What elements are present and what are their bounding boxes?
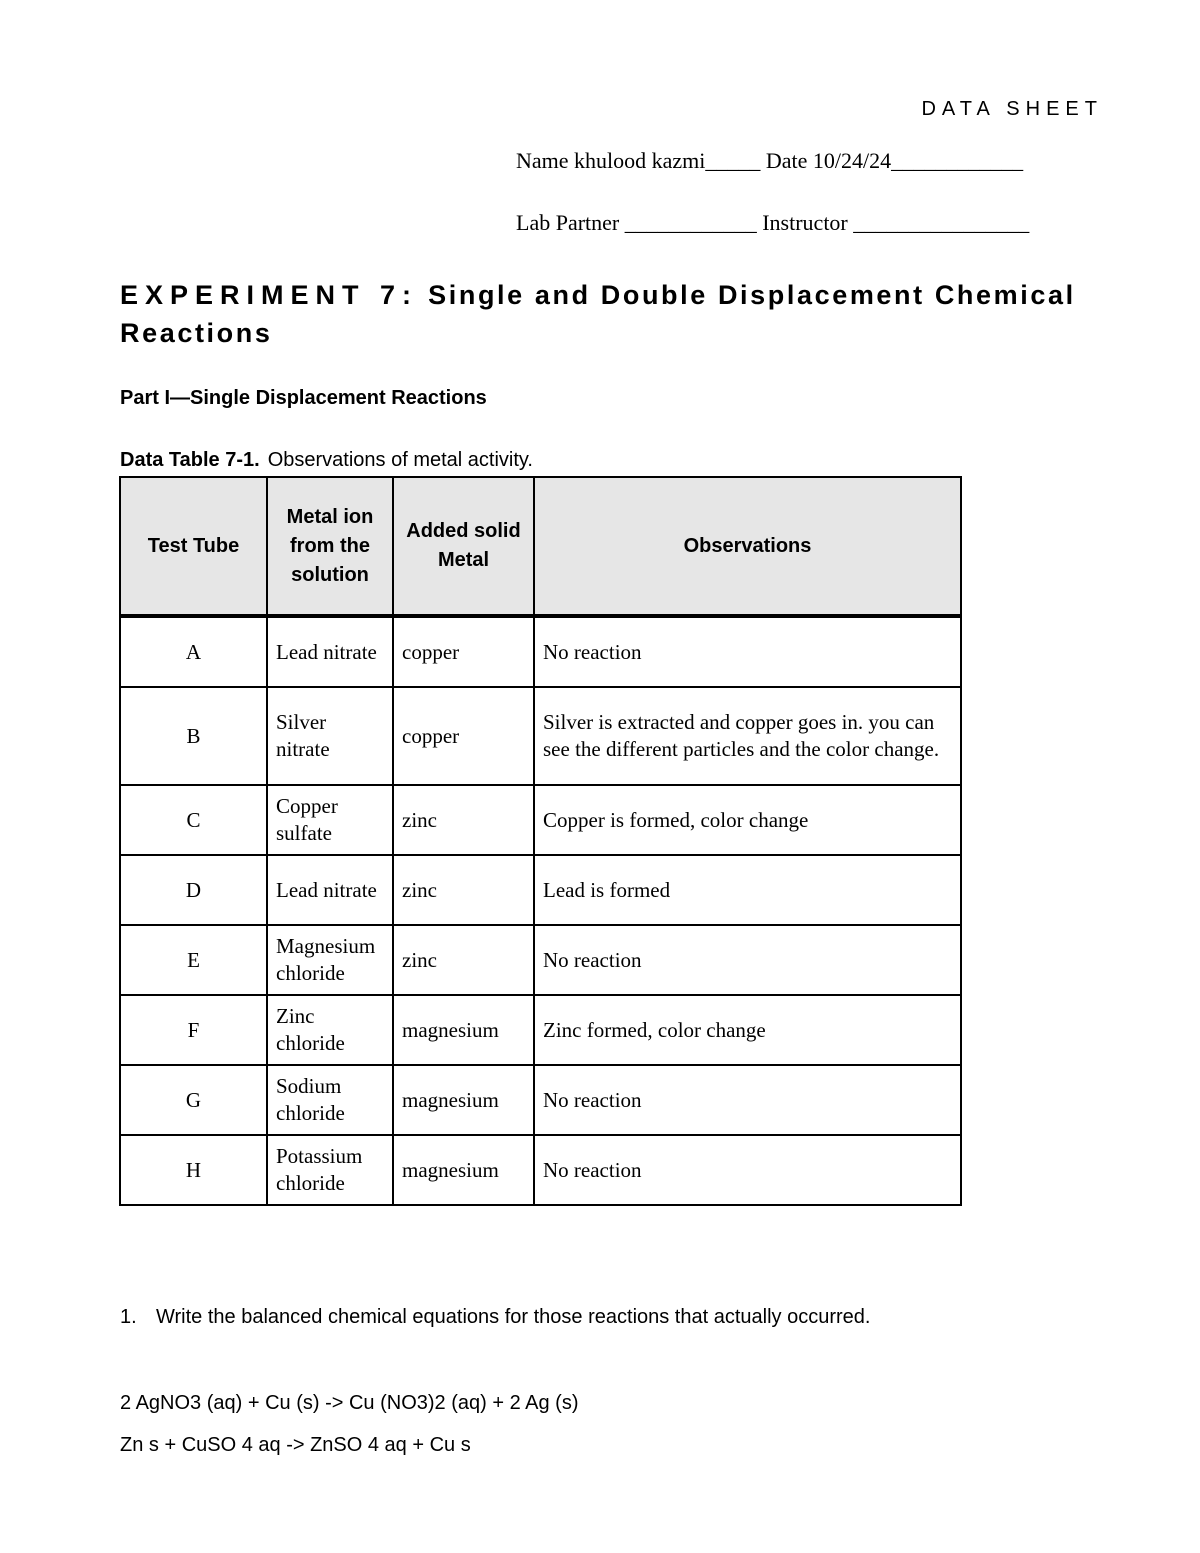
cell-metal-ion: Zinc chloride [267,995,393,1065]
table-header-row [120,477,961,616]
cell-added-metal: zinc [393,925,534,995]
equation-2: Zn s + CuSO 4 aq -> ZnSO 4 aq + Cu s [120,1434,471,1456]
header-metal-ion: Metal ion from the solution [267,477,393,616]
cell-added-metal: magnesium [393,1135,534,1205]
header-observations: Observations [534,477,961,616]
cell-metal-ion: Copper sulfate [267,785,393,855]
cell-observation: No reaction [534,616,961,687]
header-test-tube: Test Tube [120,477,267,616]
experiment-title [120,276,1100,352]
question-text: Write the balanced chemical equations for those reactions that actually occurred. [156,1306,871,1328]
cell-observation: Silver is extracted and copper goes in. you can see the different particles and the color change. [534,687,961,785]
table-caption [120,449,533,472]
cell-test-tube: G [120,1065,267,1135]
table-row [120,687,961,785]
table-caption-label: Data Table 7-1. [120,449,260,471]
cell-observation: Copper is formed, color change [534,785,961,855]
table-row [120,855,961,925]
cell-test-tube: A [120,616,267,687]
partner-instructor-line: Lab Partner ____________ Instructor ________________ [516,210,1030,235]
cell-added-metal: magnesium [393,1065,534,1135]
cell-test-tube: D [120,855,267,925]
cell-observation: No reaction [534,1135,961,1205]
table-row [120,1065,961,1135]
cell-observation: Lead is formed [534,855,961,925]
cell-metal-ion: Silver nitrate [267,687,393,785]
cell-test-tube: C [120,785,267,855]
cell-metal-ion: Sodium chloride [267,1065,393,1135]
table-caption-text: Observations of metal activity. [267,449,533,471]
name-date-line: Name khulood kazmi_____ Date 10/24/24____________ [516,148,1024,173]
table-row [120,995,961,1065]
question-number: 1. [120,1306,137,1328]
table-row [120,616,961,687]
table-row [120,785,961,855]
cell-metal-ion: Lead nitrate [267,855,393,925]
cell-observation: No reaction [534,925,961,995]
sheet-label: DATA SHEET [921,98,1103,120]
cell-added-metal: copper [393,616,534,687]
data-table [119,476,962,1206]
cell-metal-ion: Potassium chloride [267,1135,393,1205]
cell-added-metal: magnesium [393,995,534,1065]
cell-test-tube: B [120,687,267,785]
cell-observation: No reaction [534,1065,961,1135]
cell-added-metal: zinc [393,785,534,855]
header-added-metal: Added solid Metal [393,477,534,616]
cell-test-tube: F [120,995,267,1065]
question-1 [120,1306,870,1329]
equation-1: 2 AgNO3 (aq) + Cu (s) -> Cu (NO3)2 (aq) + 2 Ag (s) [120,1392,579,1414]
experiment-name: Single and Double Displacement Chemical Reactions [120,280,1076,348]
cell-added-metal: zinc [393,855,534,925]
part-heading: Part I—Single Displacement Reactions [120,387,487,409]
cell-metal-ion: Lead nitrate [267,616,393,687]
table-row [120,925,961,995]
cell-metal-ion: Magnesium chloride [267,925,393,995]
cell-test-tube: E [120,925,267,995]
cell-observation: Zinc formed, color change [534,995,961,1065]
table-row [120,1135,961,1205]
cell-added-metal: copper [393,687,534,785]
cell-test-tube: H [120,1135,267,1205]
experiment-number: EXPERIMENT 7: [120,280,419,310]
